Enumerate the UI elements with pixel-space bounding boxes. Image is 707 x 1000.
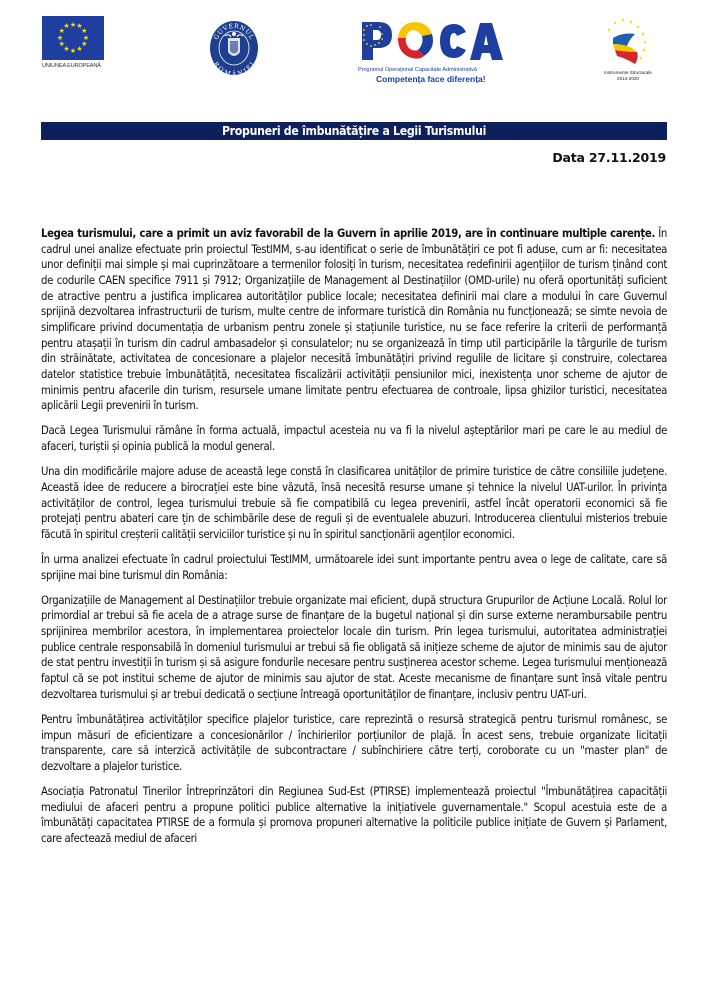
structural-instruments-icon: [603, 18, 653, 70]
document-date: Data 27.11.2019: [552, 150, 666, 165]
eu-logo: [42, 16, 104, 69]
poca-tagline: Competența face diferența!: [376, 74, 486, 84]
paragraph-text: Organizațiile de Management al Destinațiilor trebuie organizate mai eficient, după structura Grupurilor de Acțiune Locală. Rolul lor primordial ar trebui să fie acela de a atrage surse de finanțare de la bugetul național și din surse externe nerambursabile pentru sprijinirea membrilor acestora, în implementarea proiectelor locale din turism. Prin legea turismului, autoritatea administrației publice centrale responsabilă în domeniul turismului ar trebui să fie obligată să inițieze scheme de ajutor de minimis sau de ajutor de stat pentru investiții în turism și să asigure fondurile necesare pentru susținerea acestor scheme. Legea turismului menționează faptul că se pot institui scheme de ajutor de minimis sau ajutor de stat. Aceste mecanisme de finanțare sunt însă vitale pentru dezvoltarea turismului și ar trebui dedicată o secțiune întreagă oportunităților de finanțare, inclusiv pentru UAT-uri.: [41, 593, 667, 701]
government-seal-logo: [209, 20, 259, 76]
eu-flag-icon: [42, 16, 104, 60]
paragraph: [41, 784, 667, 847]
paragraph-text: Asociația Patronatul Tinerilor Întreprinzători din Regiunea Sud-Est (PTIRSE) implementează proiectul "Îmbunătățirea capacității mediului de afaceri pentru a propune politici publice alternative la inițiativele guvernamentale." Scopul acestuia este de a îmbunătăți capacitatea PTIRSE de a formula și promova propuneri alternative la politicile publice inițiate de Guvern și Parlament, care afectează mediul de afaceri: [41, 785, 667, 845]
eu-star-icon: ★: [63, 44, 70, 53]
document-body: [41, 226, 667, 856]
paragraph-text: Dacă Legea Turismului rămâne în forma actuală, impactul acesteia nu va fi la nivelul așteptărilor mari pe care le au mediul de afaceri, turiștii și opinia publică la modul general.: [41, 424, 667, 454]
paragraph: [41, 464, 667, 542]
eu-star-icon: ★: [76, 22, 83, 31]
document-title: Propuneri de îmbunătățire a Legii Turismului: [41, 122, 667, 140]
eu-star-icon: ★: [56, 33, 64, 42]
eu-star-icon: ★: [81, 40, 88, 48]
poca-logo: [358, 18, 508, 84]
eu-star-icon: ★: [81, 27, 88, 35]
paragraph: [41, 712, 667, 775]
paragraph-text: În urma analizei efectuate în cadrul proiectului TestIMM, următoarele idei sunt importante pentru avea o lege de calitate, care să sprijine mai bine turismul din România:: [41, 552, 667, 582]
eu-star-icon: ★: [58, 40, 65, 48]
poca-subtitle: Programul Operațional Capacitate Administrativă: [358, 67, 477, 73]
eu-star-icon: ★: [58, 27, 65, 35]
paragraph: [41, 423, 667, 454]
structural-instruments-caption-2: 2014-2020: [617, 76, 639, 81]
structural-instruments-logo: [598, 18, 658, 88]
paragraph-lead: Legea turismului, care a primit un aviz favorabil de la Guvern în aprilie 2019, are în continuare multiple carențe.: [41, 227, 655, 240]
paragraph: [41, 226, 667, 414]
poca-wordmark-icon: [358, 18, 508, 62]
government-seal-icon: [209, 20, 259, 76]
svg-text:GUVERNUL: GUVERNUL: [212, 22, 256, 42]
eu-caption: UNIUNEA EUROPEANĂ: [42, 63, 101, 69]
eu-star-icon: ★: [82, 33, 90, 42]
paragraph: [41, 593, 667, 703]
paragraph-text: Una din modificările majore aduse de această lege constă în clasificarea unităților de primire turistice de către consiliile județene. Această idee de reducere a birocrației este bine văzută, însă necesită resurse umane și tehnice la nivelul UAT-urilor. În privința activităților de control, legea turismului trebuie să fie compatibilă cu legea prevenirii, astfel încât operatorii economici să fie protejați pentru abateri care țin de schimbările dese de reguli și de eventualele abuzuri. Introducerea clientului misterios trebuie făcută în spiritul creșterii calității serviciilor turistice și nu în spiritul sancționării agenților economici.: [41, 465, 667, 541]
eu-star-icon: ★: [63, 22, 70, 31]
eu-star-icon: ★: [69, 46, 77, 55]
logo-header: [0, 0, 707, 110]
paragraph-text: În cadrul unei analize efectuate prin proiectul TestIMM, s-au identificat o serie de îmbunătățiri ce pot fi aduse, cum ar fi: necesitatea unor definiții mai simple și mai cuprinzătoare a termenilor folosiți în turism, necesitatea redefinirii agențiilor de turism ținând cont de codurile CAEN specifice 7911 și 7912; Organizațiile de Management al Destinațiilor (OMD-urile) nu oferă oportunități suficient de atractive pentru a justifica implicarea autorităților publice locale; necesitatea definirii mai clare a modului în care Guvernul sprijină dezvoltarea infrastructurii de turism, multe centre de informare turistică din România nu funcționează; se simte nevoia de simplificare privind documentația de urbanism pentru zonele și stațiunile turistice, nu se face referire la criterii de performanță pentru atașații în turism din cadrul ambasadelor și consulatelor; nu se organizează în timp util participările la târgurile de turism din străinătate, activitatea de concesionare a plajelor necesită îmbunătățiri privind regulile de licitare și construire, colectarea datelor statistice trebuie îmbunătățită, necesitatea fiscalizării activității pensiunilor mici, inexistența unor scheme de ajutor de minimis pentru afacerile din turism, resursele umane limitate pentru efectuarea de controale, lipsa ghizilor turistici, necesitatea aplicării Legii prevenirii în turism.: [41, 227, 667, 413]
paragraph: [41, 552, 667, 583]
paragraph-text: Pentru îmbunătățirea activităților specifice plajelor turistice, care reprezintă o resursă strategică pentru turismul românesc, se impun măsuri de eficientizare a concesionărilor / închirierilor porțiunilor de plajă. În acest sens, trebuie organizate licitații transparente, care să interzică activitățile de subcontractare / subînchiriere către terți, coroborate cu un "master plan" de dezvoltare a plajelor turistice.: [41, 712, 667, 773]
eu-star-icon: ★: [69, 20, 77, 29]
structural-instruments-caption-1: Instrumente Structurale: [604, 70, 652, 75]
eu-star-icon: ★: [76, 44, 83, 53]
svg-text:ROMÂNIEI: ROMÂNIEI: [211, 60, 257, 76]
